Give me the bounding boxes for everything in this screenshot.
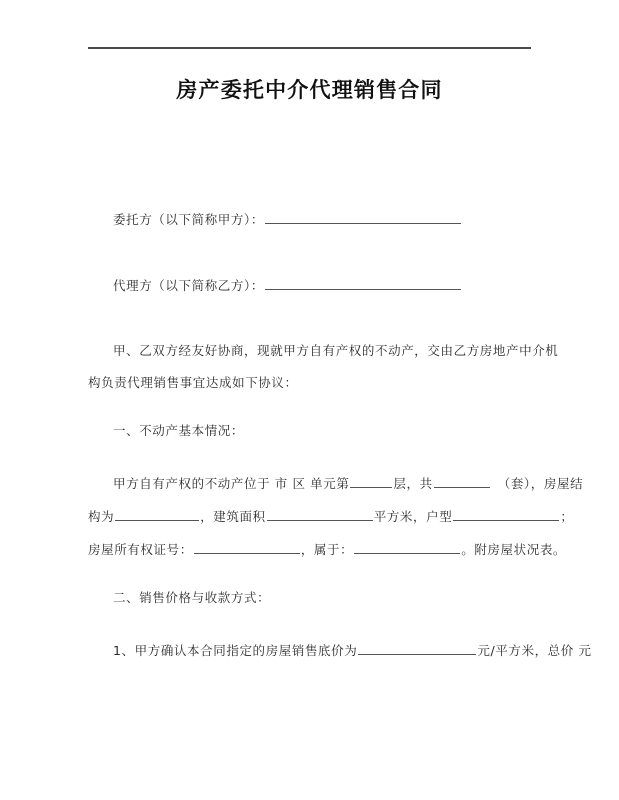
spacer xyxy=(88,360,536,374)
property-text-3b: ，属于： xyxy=(300,542,354,557)
property-blank-structure[interactable] xyxy=(115,507,199,521)
party-blank-agent[interactable] xyxy=(265,276,461,290)
property-line-1 xyxy=(88,474,584,493)
spacer xyxy=(88,229,536,276)
preamble-line-1: 甲、乙双方经友好协商，现就甲方自有产权的不动产，交由乙方房地产中介机 xyxy=(113,343,559,358)
spacer xyxy=(88,392,536,422)
property-blank-layout[interactable] xyxy=(453,507,559,521)
property-text-1b: 层，共 xyxy=(393,476,433,491)
party-line-consignor xyxy=(88,210,536,229)
property-text-2c: 平方米，户型 xyxy=(373,509,453,524)
property-line-3 xyxy=(88,540,567,559)
header-divider xyxy=(88,47,531,49)
property-line-2 xyxy=(88,507,574,526)
property-text-2a: 构为 xyxy=(88,509,115,524)
property-blank-ownership[interactable] xyxy=(354,540,460,554)
price-line-1 xyxy=(88,641,592,660)
property-text-2b: ，建筑面积 xyxy=(200,509,266,524)
section-heading-2: 二、销售价格与收款方式： xyxy=(113,590,271,605)
price-blank-unit-price[interactable] xyxy=(358,641,476,655)
property-text-2d: ； xyxy=(560,509,574,524)
property-blank-count[interactable] xyxy=(434,474,490,488)
party-blank-consignor[interactable] xyxy=(265,210,461,224)
party-label-consignor: 委托方（以下简称甲方）： xyxy=(113,212,264,227)
property-text-1a: 甲方自有产权的不动产位于 市 区 单元第 xyxy=(113,476,350,491)
property-text-3c: 。附房屋状况表。 xyxy=(461,542,567,557)
property-blank-area[interactable] xyxy=(267,507,373,521)
spacer xyxy=(88,559,536,589)
page-title: 房产委托中介代理销售合同 xyxy=(176,78,443,102)
property-text-1c: （套），房屋结 xyxy=(497,476,584,491)
property-blank-floor[interactable] xyxy=(350,474,392,488)
party-label-agent: 代理方（以下简称乙方）： xyxy=(113,278,264,293)
spacer xyxy=(88,607,536,641)
price-text-1a: 1、甲方确认本合同指定的房屋销售底价为 xyxy=(113,643,358,658)
property-text-3a: 房屋所有权证号： xyxy=(88,542,193,557)
spacer xyxy=(88,440,536,474)
spacer xyxy=(88,493,536,507)
price-text-1b: 元/平方米，总价 元 xyxy=(477,643,592,658)
party-line-agent xyxy=(88,276,536,295)
property-blank-certificate[interactable] xyxy=(194,540,300,554)
section-heading-1: 一、不动产基本情况： xyxy=(113,423,245,438)
document-body xyxy=(88,210,592,660)
preamble-line-2: 构负责代理销售事宜达成如下协议： xyxy=(88,375,298,390)
spacer xyxy=(88,526,536,540)
spacer xyxy=(88,295,536,342)
